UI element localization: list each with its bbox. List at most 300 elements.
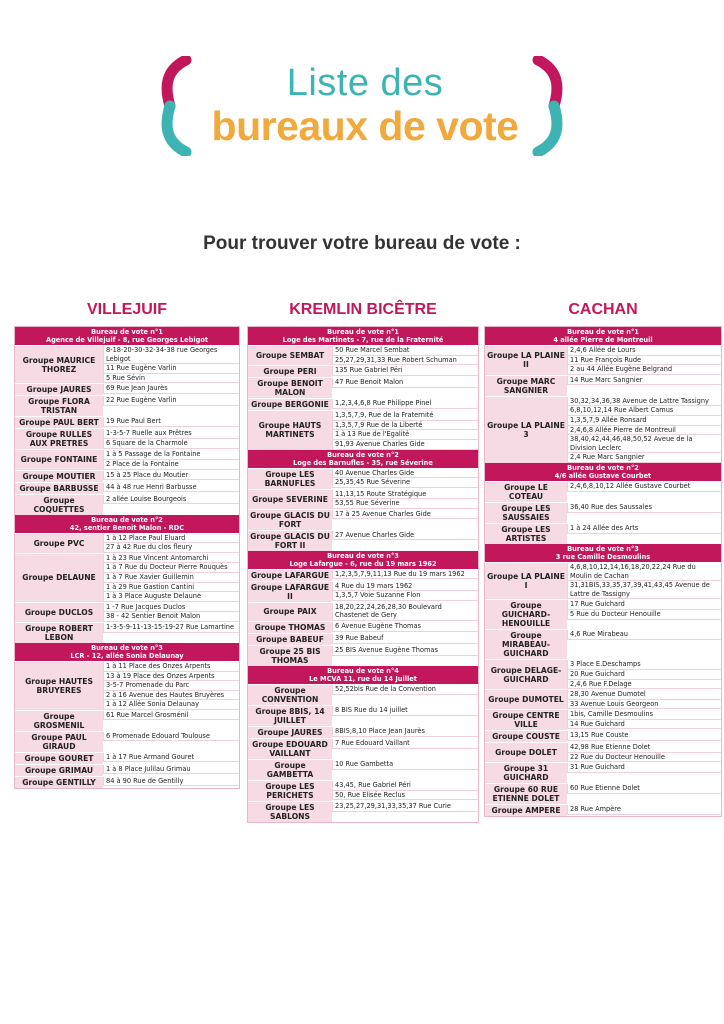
street-list: [332, 469, 478, 489]
group-row: [248, 468, 478, 489]
street-list: [332, 570, 478, 581]
street-list: [567, 376, 721, 396]
group-name: Groupe LES SAUSSAIES: [485, 503, 567, 523]
group-name: Groupe LES ARTISTES: [485, 524, 567, 544]
group-name: Groupe DELAUNE: [15, 554, 103, 602]
group-row: [15, 731, 239, 752]
group-row: [485, 502, 721, 523]
street-address: 15 à 25 Place du Moutier: [103, 471, 239, 481]
street-list: [567, 784, 721, 804]
street-address: 47 Rue Benoit Malon: [332, 378, 478, 388]
group-name: Groupe SEVERINE: [248, 490, 332, 509]
city-heading: KREMLIN BICÊTRE: [289, 301, 437, 318]
left-bracket-decoration: [156, 56, 196, 156]
street-address: 22 Rue Eugène Varlin: [103, 396, 239, 406]
street-address: 25,27,29,31,33 Rue Robert Schuman: [332, 356, 478, 366]
bureau-header: [15, 515, 239, 533]
group-name: Groupe PERI: [248, 366, 332, 377]
street-address: 40 Avenue Charles Gide: [332, 469, 478, 479]
group-name: Groupe MIRABEAU-GUICHARD: [485, 630, 567, 659]
street-address: 1 à 11 Place des Onzes Arpents: [103, 662, 239, 672]
group-name: Groupe FLORA TRISTAN: [15, 396, 103, 416]
group-row: [485, 804, 721, 816]
street-address: 11 Rue Eugène Varlin: [103, 364, 239, 374]
group-row: [15, 395, 239, 416]
street-address: 2 au 44 Allée Eugène Belgrand: [567, 365, 721, 375]
group-row: [248, 684, 478, 705]
page-title: [200, 62, 530, 148]
group-row: [248, 489, 478, 509]
group-name: Groupe LAFARGUE II: [248, 582, 332, 602]
street-address: 1,2,3,4,6,8 Rue Philippe Pinel: [332, 399, 478, 409]
street-list: [103, 777, 239, 788]
street-list: [103, 623, 239, 643]
bureau-header-line: Bureau de vote n°1: [567, 328, 639, 336]
street-address: 2,4,6,8,10,12 Allée Gustave Courbet: [567, 482, 721, 492]
street-list: [332, 634, 478, 645]
street-address: 28,30 Avenue Dumotel: [567, 690, 721, 700]
group-row: [485, 783, 721, 804]
group-row: [248, 530, 478, 551]
street-address: 19 Rue Paul Bert: [103, 417, 239, 427]
city-heading: CACHAN: [568, 301, 638, 318]
street-address: 17 Rue Guichard: [567, 600, 721, 610]
group-name: Groupe EDOUARD VAILLANT: [248, 739, 332, 759]
street-address: 2,4,6,8 Allée Pierre de Montreuil: [567, 426, 721, 436]
group-row: [248, 365, 478, 377]
group-row: [15, 482, 239, 494]
street-address: 52,52bis Rue de la Convention: [332, 685, 478, 695]
street-list: [332, 366, 478, 377]
street-address: 3-5-7 Promenade du Parc: [103, 681, 239, 691]
group-name: Groupe LES SABLONS: [248, 802, 332, 822]
street-address: 13 à 19 Place des Onzes Arpents: [103, 672, 239, 682]
street-address: 2,4 Rue Marc Sangnier: [567, 453, 721, 463]
street-list: [332, 781, 478, 801]
street-address: 1 à 5 Passage de la Fontaine: [103, 450, 239, 460]
group-row: [248, 738, 478, 759]
street-address: 20 Rue Guichard: [567, 670, 721, 680]
group-name: Groupe COQUETTES: [15, 495, 103, 515]
street-list: [103, 429, 239, 449]
bureau-header-line: Bureau de vote n°1: [91, 328, 163, 336]
bureau-table: [14, 326, 240, 789]
group-row: [248, 801, 478, 822]
title-line-1: Liste des: [286, 62, 444, 104]
street-address: 1 à 29 Rue Gastion Cantini: [103, 583, 239, 593]
bureau-header: [485, 327, 721, 345]
group-name: Groupe 60 RUE ETIENNE DOLET: [485, 784, 567, 804]
group-name: Groupe HAUTES BRUYERES: [15, 662, 103, 710]
street-address: 11 Rue François Rude: [567, 356, 721, 366]
street-address: 1 à 12 Allée Sonia Delaunay: [103, 700, 239, 710]
group-name: Groupe BERGONIE: [248, 399, 332, 410]
group-name: Groupe SEMBAT: [248, 346, 332, 365]
street-list: [103, 346, 239, 383]
street-address: 3 Place E.Deschamps: [567, 660, 721, 670]
street-list: [103, 534, 239, 553]
street-address: 44 à 48 rue Henri Barbusse: [103, 483, 239, 493]
street-address: 91,93 Avenue Charles Gide: [332, 440, 478, 450]
group-name: Groupe DOLET: [485, 743, 567, 762]
group-row: [248, 759, 478, 780]
street-address: 17 à 25 Avenue Charles Gide: [332, 510, 478, 520]
street-address: 14 Rue Guichard: [567, 720, 721, 730]
group-row: [248, 621, 478, 633]
street-list: [567, 503, 721, 523]
column-kremlin-bicetre: [247, 300, 479, 823]
group-row: [15, 776, 239, 788]
street-list: [567, 563, 721, 599]
bureau-header: [15, 327, 239, 345]
group-row: [485, 599, 721, 629]
street-list: [567, 690, 721, 709]
street-address: 60 Rue Etienne Dolet: [567, 784, 721, 794]
group-name: Groupe CENTRE VILLE: [485, 710, 567, 730]
street-list: [567, 630, 721, 659]
group-name: Groupe GLACIS DU FORT: [248, 510, 332, 530]
group-row: [15, 752, 239, 764]
group-name: Groupe MAURICE THOREZ: [15, 346, 103, 383]
group-name: Groupe 8BIS, 14 JUILLET: [248, 706, 332, 726]
street-address: 1 à 17 Rue Armand Gouret: [103, 753, 239, 763]
street-list: [103, 554, 239, 602]
group-row: [248, 581, 478, 602]
street-list: [103, 753, 239, 764]
street-address: 5 Rue du Docteur Henouille: [567, 610, 721, 620]
street-address: 1 à 7 Rue du Docteur Pierre Rouquès: [103, 563, 239, 573]
group-row: [248, 509, 478, 530]
street-address: 8BIS,8,10 Place Jean Jaurès: [332, 727, 478, 737]
bureau-header: [248, 327, 478, 345]
group-row: [248, 410, 478, 449]
bureau-header-line: Bureau de vote n°3: [91, 643, 163, 652]
street-list: [332, 622, 478, 633]
group-name: Groupe JAURES: [248, 727, 332, 738]
street-address: 28 Rue Ampère: [567, 805, 721, 815]
street-list: [567, 524, 721, 544]
street-address: 1 à 24 Allée des Arts: [567, 524, 721, 534]
street-list: [103, 471, 239, 482]
street-address: 1bis, Camille Desmoulins: [567, 710, 721, 720]
street-address: 6 Square de la Charmole: [103, 439, 239, 449]
group-row: [15, 710, 239, 731]
street-address: 2 à 16 Avenue des Hautes Bruyères: [103, 691, 239, 701]
group-row: [485, 629, 721, 659]
street-list: [567, 710, 721, 730]
street-list: [567, 731, 721, 742]
street-address: 2,4,6 Rue F.Delage: [567, 680, 721, 690]
street-list: [103, 450, 239, 469]
bureau-header-line: 4 allée Pierre de Montreuil: [553, 336, 653, 344]
street-list: [103, 765, 239, 776]
street-address: 53,55 Rue Séverine: [332, 499, 478, 509]
street-address: 2,4,6 Allée de Lours: [567, 346, 721, 356]
street-address: 8-18-20-30-32-34-38 rue Georges Lebigot: [103, 346, 239, 364]
street-address: 25,35,45 Rue Séverine: [332, 478, 478, 488]
street-address: 1,3,5,7,9, Rue de la Fraternité: [332, 411, 478, 421]
street-address: 30,32,34,36,38 Avenue de Lattre Tassigny: [567, 397, 721, 407]
street-list: [332, 706, 478, 726]
group-row: [15, 416, 239, 428]
right-bracket-decoration: [528, 56, 568, 156]
street-address: 6 Promenade Edouard Toulouse: [103, 732, 239, 742]
group-row: [248, 780, 478, 801]
street-address: 42,98 Rue Etienne Dolet: [567, 743, 721, 753]
street-list: [567, 805, 721, 816]
group-name: Groupe BABEUF: [248, 634, 332, 645]
group-row: [248, 633, 478, 645]
group-row: [485, 396, 721, 463]
group-name: Groupe ROBERT LEBON: [15, 623, 103, 643]
group-name: Groupe GAMBETTA: [248, 760, 332, 780]
street-list: [332, 603, 478, 621]
group-row: [15, 449, 239, 469]
column-villejuif: [14, 300, 240, 789]
group-row: [15, 428, 239, 449]
group-row: [248, 645, 478, 666]
group-row: [485, 730, 721, 742]
group-row: [15, 764, 239, 776]
street-address: 1 à 23 Rue Vincent Antomarchi: [103, 554, 239, 564]
street-address: 1,3,5,7,9 Rue de la Liberté: [332, 421, 478, 431]
group-row: [248, 726, 478, 738]
group-name: Groupe AMPERE: [485, 805, 567, 816]
street-list: [103, 662, 239, 710]
bureau-header-line: 3 rue Camille Desmoulins: [555, 552, 651, 561]
column-cachan: [484, 300, 722, 817]
street-address: 1-3-5-9-11-13-15-19-27 Rue Lamartine: [103, 623, 239, 633]
group-row: [485, 562, 721, 599]
group-name: Groupe PVC: [15, 534, 103, 553]
group-row: [248, 377, 478, 398]
group-row: [485, 742, 721, 762]
bureau-header-line: Bureau de vote n°4: [327, 666, 399, 675]
bureau-header-line: Bureau de vote n°3: [327, 551, 399, 560]
street-list: [103, 396, 239, 416]
group-name: Groupe DUCLOS: [15, 603, 103, 622]
street-list: [103, 417, 239, 428]
group-row: [15, 345, 239, 383]
bureau-header-line: Bureau de vote n°2: [327, 450, 399, 459]
street-list: [332, 582, 478, 602]
bureau-header-line: Loge des Martinets - 7, rue de la Fraternité: [282, 336, 444, 344]
group-name: Groupe GUICHARD-HENOUILLE: [485, 600, 567, 629]
bureau-header: [485, 544, 721, 562]
street-address: 31 Rue Guichard: [567, 763, 721, 773]
group-name: Groupe PAIX: [248, 603, 332, 621]
street-address: 36,40 Rue des Saussales: [567, 503, 721, 513]
street-list: [332, 411, 478, 449]
group-name: Groupe PAUL BERT: [15, 417, 103, 428]
street-address: 69 Rue Jean Jaurès: [103, 384, 239, 394]
group-row: [485, 709, 721, 730]
group-row: [248, 602, 478, 621]
street-list: [567, 600, 721, 629]
street-address: 38 - 42 Sentier Benoit Malon: [103, 612, 239, 622]
street-list: [567, 482, 721, 502]
street-list: [103, 732, 239, 752]
street-address: 5 Rue Sévin: [103, 374, 239, 384]
group-row: [248, 705, 478, 726]
group-name: Groupe GOURET: [15, 753, 103, 764]
group-row: [485, 659, 721, 689]
street-address: 6,8,10,12,14 Rue Albert Camus: [567, 406, 721, 416]
group-row: [15, 533, 239, 553]
group-name: Groupe LAFARGUE: [248, 570, 332, 581]
group-row: [15, 622, 239, 643]
group-row: [248, 398, 478, 410]
subtitle: Pour trouver votre bureau de vote :: [203, 233, 521, 254]
group-name: Groupe MARC SANGNIER: [485, 376, 567, 396]
group-name: Groupe 25 BIS THOMAS: [248, 646, 332, 666]
group-name: Groupe BENOIT MALON: [248, 378, 332, 398]
group-name: Groupe COUSTE: [485, 731, 567, 742]
bureau-header: [15, 643, 239, 661]
group-name: Groupe GRIMAU: [15, 765, 103, 776]
street-list: [103, 384, 239, 395]
group-name: Groupe JAURES: [15, 384, 103, 395]
street-address: 1 à 3 Place Auguste Delaune: [103, 592, 239, 602]
bureau-header: [248, 450, 478, 468]
group-name: Groupe PAUL GIRAUD: [15, 732, 103, 752]
street-address: 6 Avenue Eugène Thomas: [332, 622, 478, 632]
street-list: [332, 531, 478, 551]
group-row: [485, 523, 721, 544]
bureau-table: [247, 326, 479, 823]
group-name: Groupe HAUTS MARTINETS: [248, 411, 332, 449]
street-address: 2 Place de la Fontaine: [103, 460, 239, 470]
group-row: [485, 375, 721, 396]
street-list: [567, 763, 721, 783]
street-address: 22 Rue du Docteur Henouille: [567, 753, 721, 763]
group-name: Groupe GENTILLY: [15, 777, 103, 788]
group-row: [248, 345, 478, 365]
street-address: 1 à 13 Rue de l'Egalité: [332, 430, 478, 440]
bureau-header-line: Le MCVA 11, rue du 14 Juillet: [309, 674, 417, 683]
street-address: 61 Rue Marcel Grosménil: [103, 711, 239, 721]
street-list: [332, 727, 478, 738]
group-row: [485, 762, 721, 783]
street-address: 1 à 12 Place Paul Eluard: [103, 534, 239, 544]
bureau-header-line: Loge des Barnufles - 35, rue Séverine: [293, 458, 433, 467]
bureau-header-line: 4/6 allée Gustave Courbet: [554, 471, 652, 480]
street-address: 1 -7 Rue Jacques Duclos: [103, 603, 239, 613]
street-address: 1 à 8 Place Julilau Grimau: [103, 765, 239, 775]
street-list: [332, 646, 478, 666]
group-row: [15, 553, 239, 602]
street-address: 39 Rue Babeuf: [332, 634, 478, 644]
bureau-header-line: Bureau de vote n°2: [567, 463, 639, 472]
group-name: Groupe DUMOTEL: [485, 690, 567, 709]
group-row: [485, 345, 721, 375]
street-address: 135 Rue Gabriel Péri: [332, 366, 478, 376]
group-name: Groupe LA PLAINE I: [485, 563, 567, 599]
street-address: 4,6,8,10,12,14,16,18,20,22,24 Rue du Moulin de Cachan: [567, 563, 721, 581]
group-name: Groupe LE COTEAU: [485, 482, 567, 502]
bureau-header-line: Agence de Villejuif - 8, rue Georges Lebigot: [45, 336, 209, 344]
group-name: Groupe LA PLAINE II: [485, 346, 567, 375]
street-address: 8 BIS Rue du 14 juillet: [332, 706, 478, 716]
group-name: Groupe LES PERICHETS: [248, 781, 332, 801]
street-address: 27 Avenue Charles Gide: [332, 531, 478, 541]
street-address: 38,40,42,44,46,48,50,52 Aveue de la Division Leclerc: [567, 435, 721, 453]
bureau-header-line: Bureau de vote n°3: [567, 544, 639, 553]
street-list: [567, 397, 721, 463]
street-list: [332, 739, 478, 759]
group-name: Groupe MOUTIER: [15, 471, 103, 482]
group-name: Groupe RULLES AUX PRETRES: [15, 429, 103, 449]
street-list: [332, 346, 478, 365]
street-address: 4 Rue du 19 mars 1962: [332, 582, 478, 592]
street-list: [103, 711, 239, 731]
group-row: [15, 661, 239, 710]
group-name: Groupe 31 GUICHARD: [485, 763, 567, 783]
street-address: 2 allée Louise Bourgeois: [103, 495, 239, 505]
bureau-header: [248, 666, 478, 684]
group-name: Groupe GROSMENIL: [15, 711, 103, 731]
group-row: [248, 569, 478, 581]
street-address: 1,3,5,7,9 Allée Ronsard: [567, 416, 721, 426]
group-name: Groupe FONTAINE: [15, 450, 103, 469]
group-name: Groupe LA PLAINE 3: [485, 397, 567, 463]
street-list: [332, 378, 478, 398]
bureau-header-line: Loge Lafargue - 6, rue du 19 mars 1962: [289, 559, 437, 568]
street-address: 50 Rue Marcel Sembat: [332, 346, 478, 356]
group-row: [15, 470, 239, 482]
street-list: [332, 399, 478, 410]
street-address: 10 Rue Gambetta: [332, 760, 478, 770]
group-name: Groupe GLACIS DU FORT II: [248, 531, 332, 551]
street-list: [103, 603, 239, 622]
group-name: Groupe THOMAS: [248, 622, 332, 633]
bureau-table: [484, 326, 722, 817]
street-address: 7 Rue Edouard Vaillant: [332, 739, 478, 749]
street-list: [103, 495, 239, 515]
street-address: 27 à 42 Rue du clos fleury: [103, 543, 239, 553]
street-address: 1 à 7 Rue Xavier Guillemin: [103, 573, 239, 583]
street-address: 84 à 90 Rue de Gentilly: [103, 777, 239, 787]
group-name: Groupe CONVENTION: [248, 685, 332, 705]
bureau-header-line: Bureau de vote n°2: [91, 515, 163, 524]
group-row: [15, 383, 239, 395]
street-address: 18,20,22,24,26,28,30 Boulevard Chastenet de Gery: [332, 603, 478, 621]
street-address: 31,31BIS,33,35,37,39,41,43,45 Avenue de Lattre de Tassigny: [567, 581, 721, 599]
bureau-header-line: 42, sentier Benoit Malon - RDC: [69, 523, 185, 532]
street-address: 33 Avenue Louis Georgeon: [567, 700, 721, 710]
bureau-header-line: LCR - 12, allée Sonia Delaunay: [70, 651, 184, 660]
street-address: 1,3,5,7 Voie Suzanne Flon: [332, 591, 478, 601]
group-row: [485, 481, 721, 502]
street-list: [332, 510, 478, 530]
bureau-header: [485, 463, 721, 481]
street-address: 25 BIS Avenue Eugène Thomas: [332, 646, 478, 656]
street-address: 4,6 Rue Mirabeau: [567, 630, 721, 640]
group-row: [485, 689, 721, 709]
group-row: [15, 494, 239, 515]
street-list: [567, 346, 721, 375]
street-address: 14 Rue Marc Sangnier: [567, 376, 721, 386]
street-list: [332, 490, 478, 509]
title-line-2: bureaux de vote: [211, 103, 519, 149]
street-address: 1,2,3,5,7,9,11,13 Rue du 19 mars 1962: [332, 570, 478, 580]
group-name: Groupe DELAGE-GUICHARD: [485, 660, 567, 689]
street-list: [567, 660, 721, 689]
street-list: [103, 483, 239, 494]
group-name: Groupe LES BARNUFLES: [248, 469, 332, 489]
street-list: [567, 743, 721, 762]
street-address: 1-3-5-7 Ruelle aux Prêtres: [103, 429, 239, 439]
